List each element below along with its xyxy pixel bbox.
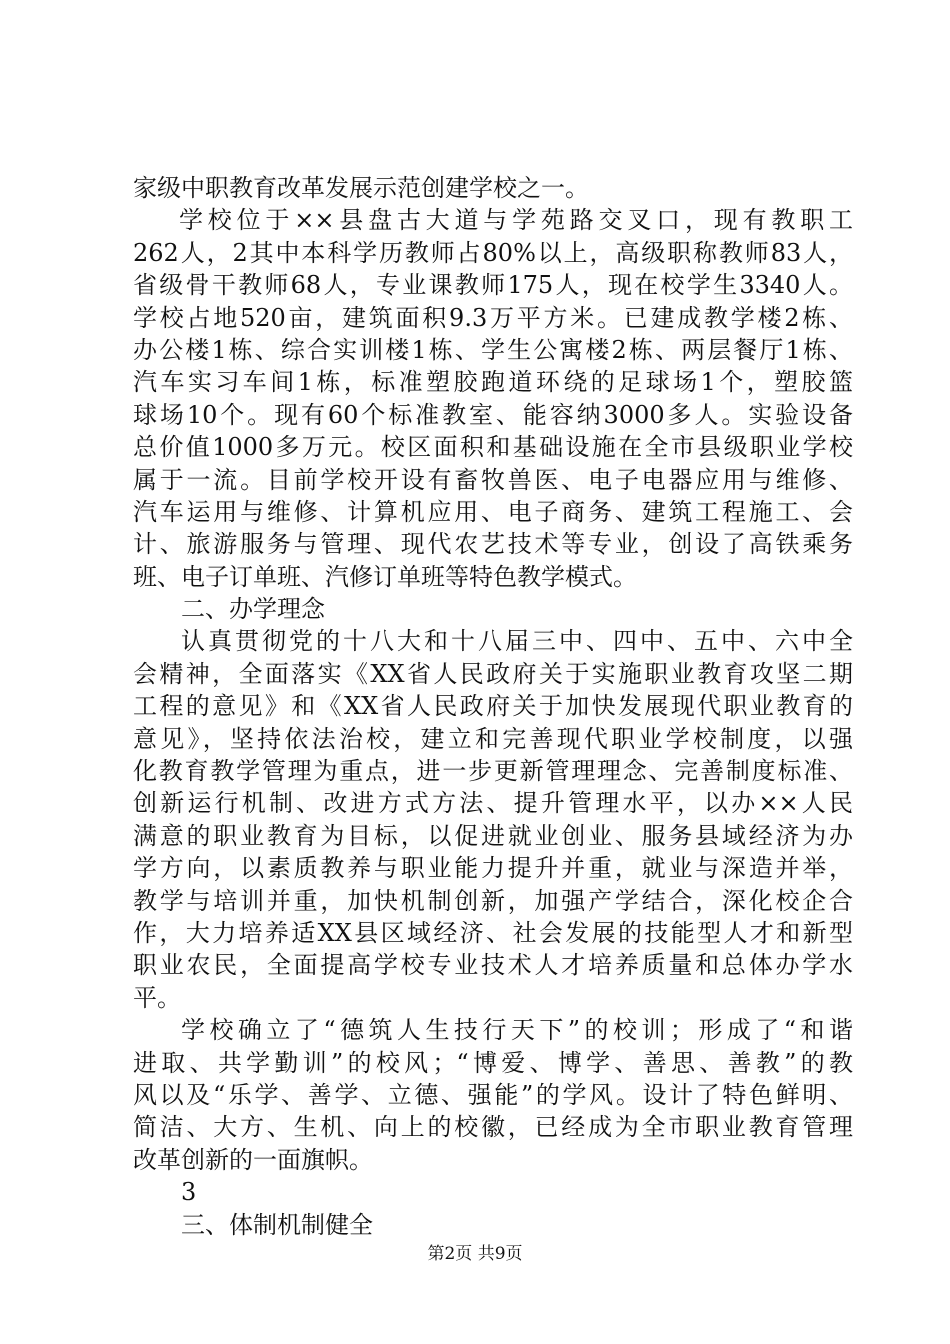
text-line: 职业农民，全面提高学校专业技术人才培养质量和总体办学水	[133, 951, 853, 980]
text-line: 风以及“乐学、善学、立德、强能”的学风。设计了特色鲜明、	[133, 1080, 853, 1109]
text-line: 学校确立了“德筑人生技行天下”的校训；形成了“和谐	[181, 1016, 853, 1045]
text-line: 学校占地520亩，建筑面积9.3万平方米。已建成教学楼2栋、	[133, 303, 853, 332]
text-line: 省级骨干教师68人，专业课教师175人，现在校学生3340人。	[133, 271, 853, 300]
text-line: 工程的意见》和《XX省人民政府关于加快发展现代职业教育的	[133, 692, 853, 721]
text-line: 创新运行机制、改进方式方法、提升管理水平，以办××人民	[133, 789, 853, 818]
text-line: 平。	[133, 983, 181, 1012]
text-line: 意见》，坚持依法治校，建立和完善现代职业学校制度，以强	[133, 724, 853, 753]
section-heading: 三、体制机制健全	[181, 1210, 373, 1239]
text-line: 认真贯彻党的十八大和十八届三中、四中、五中、六中全	[181, 627, 853, 656]
text-line: 262人，2其中本科学历教师占80%以上，高级职称教师83人，	[133, 238, 853, 267]
text-line: 计、旅游服务与管理、现代农艺技术等专业，创设了高铁乘务	[133, 530, 853, 559]
text-line: 学校位于××县盘古大道与学苑路交叉口，现有教职工	[179, 206, 853, 235]
section-heading: 二、办学理念	[181, 595, 325, 624]
text-line: 改革创新的一面旗帜。	[133, 1145, 373, 1174]
text-line: 球场10个。现有60个标准教室、能容纳3000多人。实验设备	[133, 400, 853, 429]
page-number-marker: 3	[181, 1178, 197, 1207]
text-line: 教学与培训并重，加快机制创新，加强产学结合，深化校企合	[133, 886, 853, 915]
text-line: 家级中职教育改革发展示范创建学校之一。	[133, 174, 589, 202]
document-body	[133, 172, 853, 1241]
text-line: 总价值1000多万元。校区面积和基础设施在全市县级职业学校	[133, 433, 853, 462]
text-line: 进取、共学勤训”的校风；“博爱、博学、善思、善教”的教	[133, 1048, 853, 1077]
text-line: 汽车实习车间1栋，标准塑胶跑道环绕的足球场1个，塑胶篮	[133, 368, 853, 397]
text-line: 学方向，以素质教养与职业能力提升并重，就业与深造并举，	[133, 854, 853, 883]
page-footer: 第2页 共9页	[427, 1244, 523, 1264]
text-line: 会精神，全面落实《XX省人民政府关于实施职业教育攻坚二期	[133, 659, 853, 688]
text-line: 满意的职业教育为目标，以促进就业创业、服务县域经济为办	[133, 821, 853, 850]
text-line: 化教育教学管理为重点，进一步更新管理理念、完善制度标准、	[133, 757, 853, 786]
text-line: 简洁、大方、生机、向上的校徽，已经成为全市职业教育管理	[133, 1113, 853, 1142]
text-line: 班、电子订单班、汽修订单班等特色教学模式。	[133, 562, 637, 591]
text-line: 办公楼1栋、综合实训楼1栋、学生公寓楼2栋、两层餐厅1栋、	[133, 335, 853, 364]
text-line: 属于一流。目前学校开设有畜牧兽医、电子电器应用与维修、	[133, 465, 853, 494]
text-line: 作，大力培养适XX县区域经济、社会发展的技能型人才和新型	[133, 918, 853, 947]
text-line: 汽车运用与维修、计算机应用、电子商务、建筑工程施工、会	[133, 497, 853, 526]
